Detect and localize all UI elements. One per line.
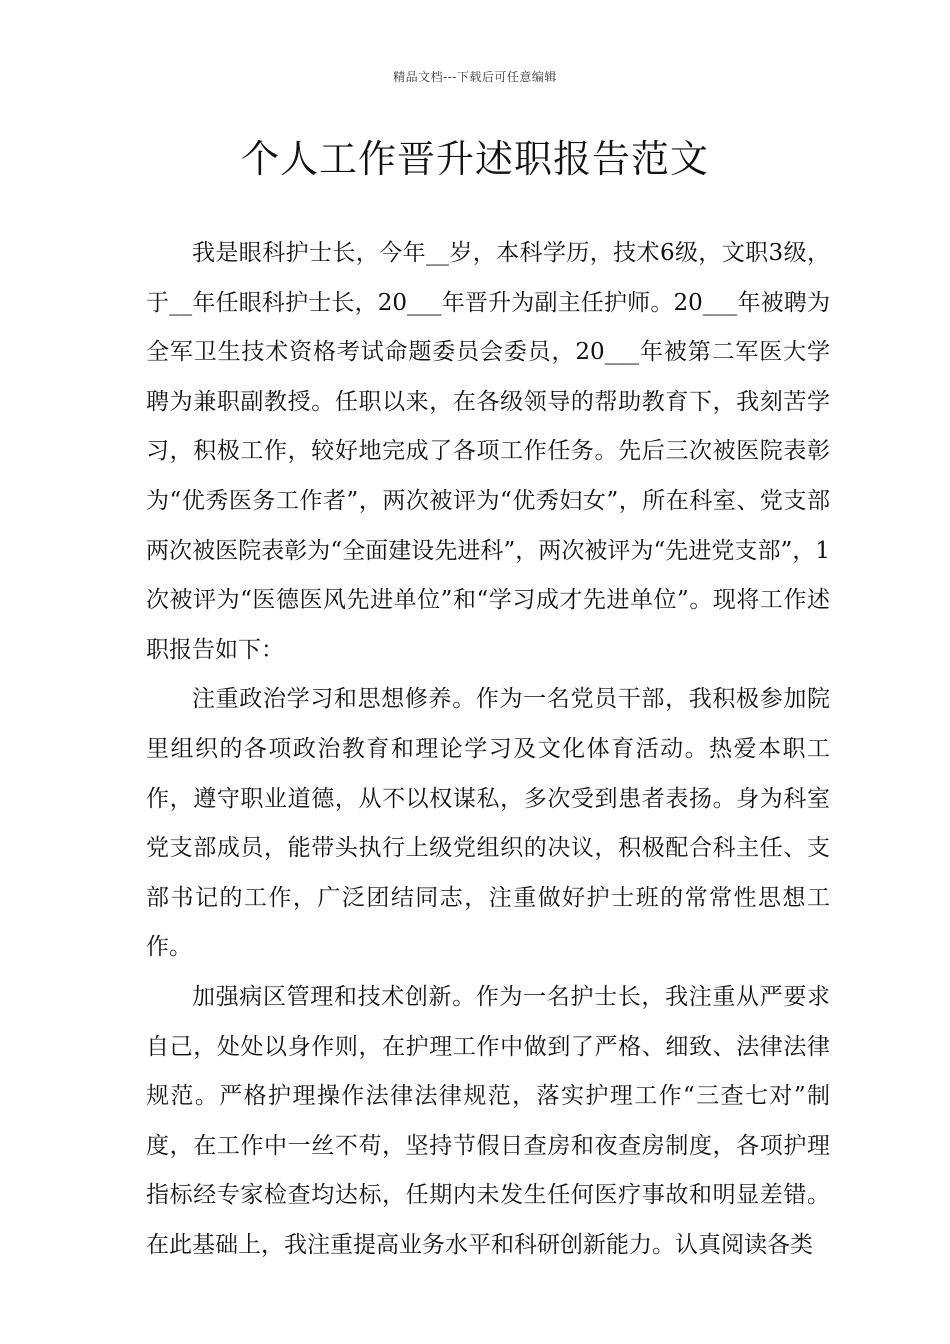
paragraph-ward-management: 加强病区管理和技术创新。作为一名护士长，我注重从严要求自己，处处以身作则，在护理工作中做到了严格、细致、法律法律规范。严格护理操作法律法律规范，落实护理工作“三查七对”制度，在工作中一丝不苟，坚持节假日查房和夜查房制度，各项护理指标经专家检查均达标，任期内未发生任何医疗事故和明显差错。在此基础上，我注重提高业务水平和科研创新能力。认真阅读各类: [146, 983, 830, 1258]
header-note: 精品文档---下载后可任意编辑: [393, 70, 557, 84]
document-body: [146, 229, 830, 1270]
document-title: 个人工作晋升述职报告范文: [240, 137, 709, 181]
paragraph-political-study: 注重政治学习和思想修养。作为一名党员干部，我积极参加院里组织的各项政治教育和理论学习及文化体育活动。热爱本职工作，遵守职业道德，从不以权谋私，多次受到患者表扬。身为科室党支部成员，能带头执行上级党组织的决议，积极配合科主任、支部书记的工作，广泛团结同志，注重做好护士班的常常性思想工作。: [146, 686, 830, 961]
paragraph-intro: 我是眼科护士长，今年__岁，本科学历，技术6级，文职3级，于__年任眼科护士长，20___年晋升为副主任护师。20___年被聘为全军卫生技术资格考试命题委员会委员，20___年被第二军医大学聘为兼职副教授。任职以来，在各级领导的帮助教育下，我刻苦学习，积极工作，较好地完成了各项工作任务。先后三次被医院表彰为“优秀医务工作者”，两次被评为“优秀妇女”，所在科室、党支部两次被医院表彰为“全面建设先进科”，两次被评为“先进党支部”，1次被评为“医德医风先进单位”和“学习成才先进单位”。现将工作述职报告如下：: [146, 240, 830, 663]
